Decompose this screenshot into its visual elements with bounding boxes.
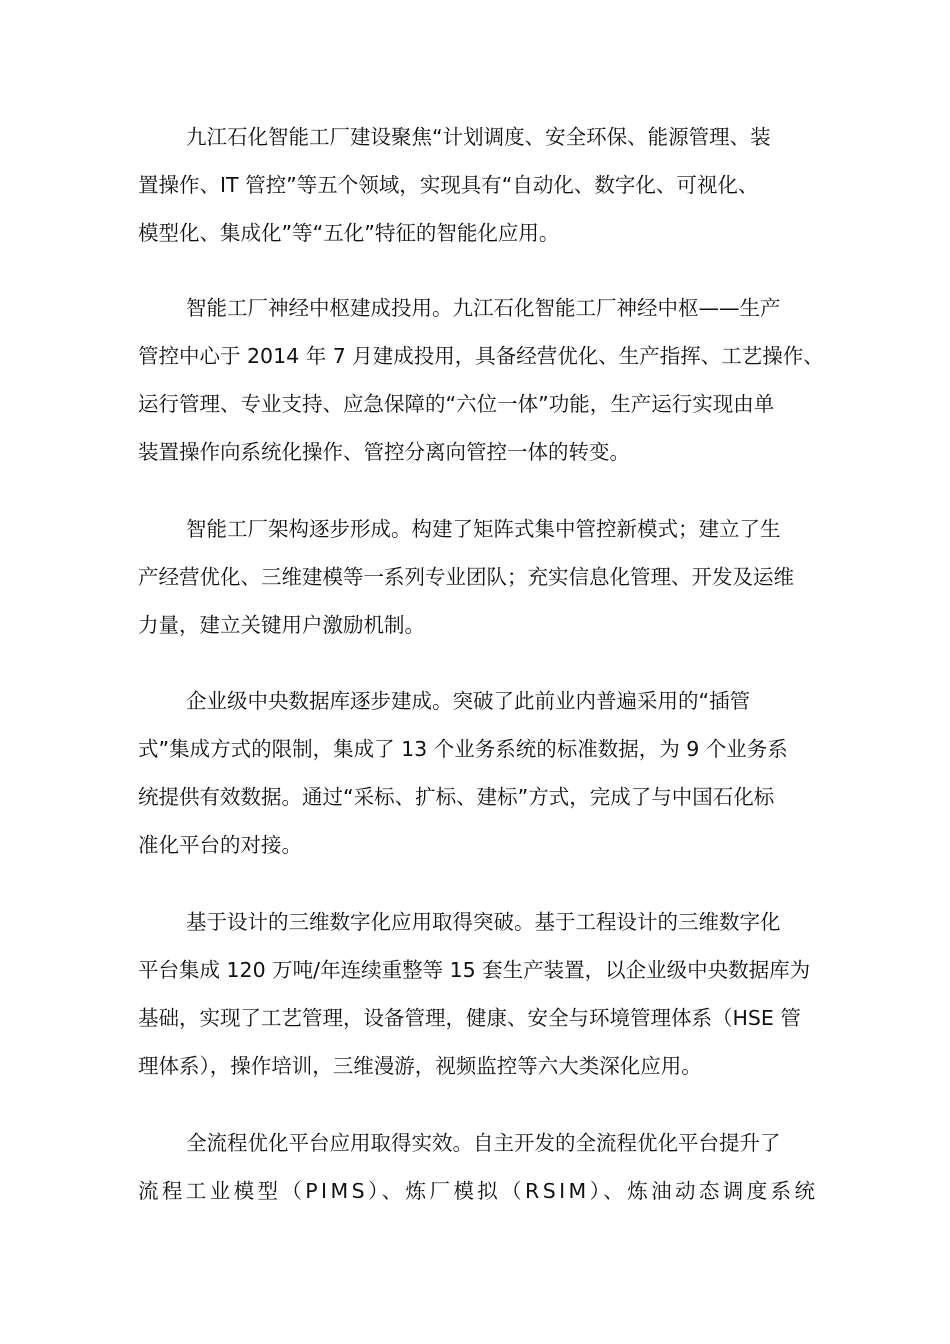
paragraph-five-domains	[138, 113, 822, 257]
paragraph-line: 智能工厂架构逐步形成。构建了矩阵式集中管控新模式；建立了生	[186, 517, 781, 541]
paragraph-line: 运行管理、专业支持、应急保障的“六位一体”功能，生产运行实现由单	[138, 392, 775, 416]
paragraph-line: 全流程优化平台应用取得实效。自主开发的全流程优化平台提升了	[186, 1131, 781, 1155]
paragraph-line: 管控中心于 2014 年 7 月建成投用，具备经营优化、生产指挥、工艺操作、	[138, 344, 824, 368]
paragraph-line: 模型化、集成化”等“五化”特征的智能化应用。	[138, 221, 560, 245]
paragraph-line: 基础，实现了工艺管理，设备管理，健康、安全与环境管理体系（HSE 管	[138, 1006, 801, 1030]
paragraph-line: 理体系），操作培训，三维漫游，视频监控等六大类深化应用。	[138, 1054, 702, 1078]
paragraph-line: 流程工业模型（PIMS）、炼厂模拟（RSIM）、炼油动态调度系统	[138, 1179, 819, 1203]
paragraph-line: 置操作、IT 管控”等五个领域，实现具有“自动化、数字化、可视化、	[138, 173, 759, 197]
paragraph-line: 装置操作向系统化操作、管控分离向管控一体的转变。	[138, 440, 630, 464]
paragraph-line: 力量，建立关键用户激励机制。	[138, 613, 425, 637]
paragraph-3d-digitalization	[138, 898, 822, 1090]
paragraph-nerve-center	[138, 284, 822, 476]
paragraph-line: 基于设计的三维数字化应用取得突破。基于工程设计的三维数字化	[186, 910, 781, 934]
paragraph-full-process-optimization	[138, 1119, 822, 1215]
paragraph-line: 智能工厂神经中枢建成投用。九江石化智能工厂神经中枢——生产	[186, 296, 781, 320]
paragraph-line: 企业级中央数据库逐步建成。突破了此前业内普遍采用的“插管	[186, 689, 751, 713]
paragraph-line: 式”集成方式的限制，集成了 13 个业务系统的标准数据，为 9 个业务系	[138, 737, 788, 761]
paragraph-line: 统提供有效数据。通过“采标、扩标、建标”方式，完成了与中国石化标	[138, 785, 775, 809]
paragraph-architecture	[138, 505, 822, 649]
paragraph-line: 平台集成 120 万吨/年连续重整等 15 套生产装置，以企业级中央数据库为	[138, 958, 811, 982]
paragraph-line: 准化平台的对接。	[138, 833, 302, 857]
paragraph-line: 九江石化智能工厂建设聚焦“计划调度、安全环保、能源管理、装	[186, 125, 771, 149]
paragraph-central-database	[138, 677, 822, 869]
paragraph-line: 产经营优化、三维建模等一系列专业团队；充实信息化管理、开发及运维	[138, 565, 794, 589]
